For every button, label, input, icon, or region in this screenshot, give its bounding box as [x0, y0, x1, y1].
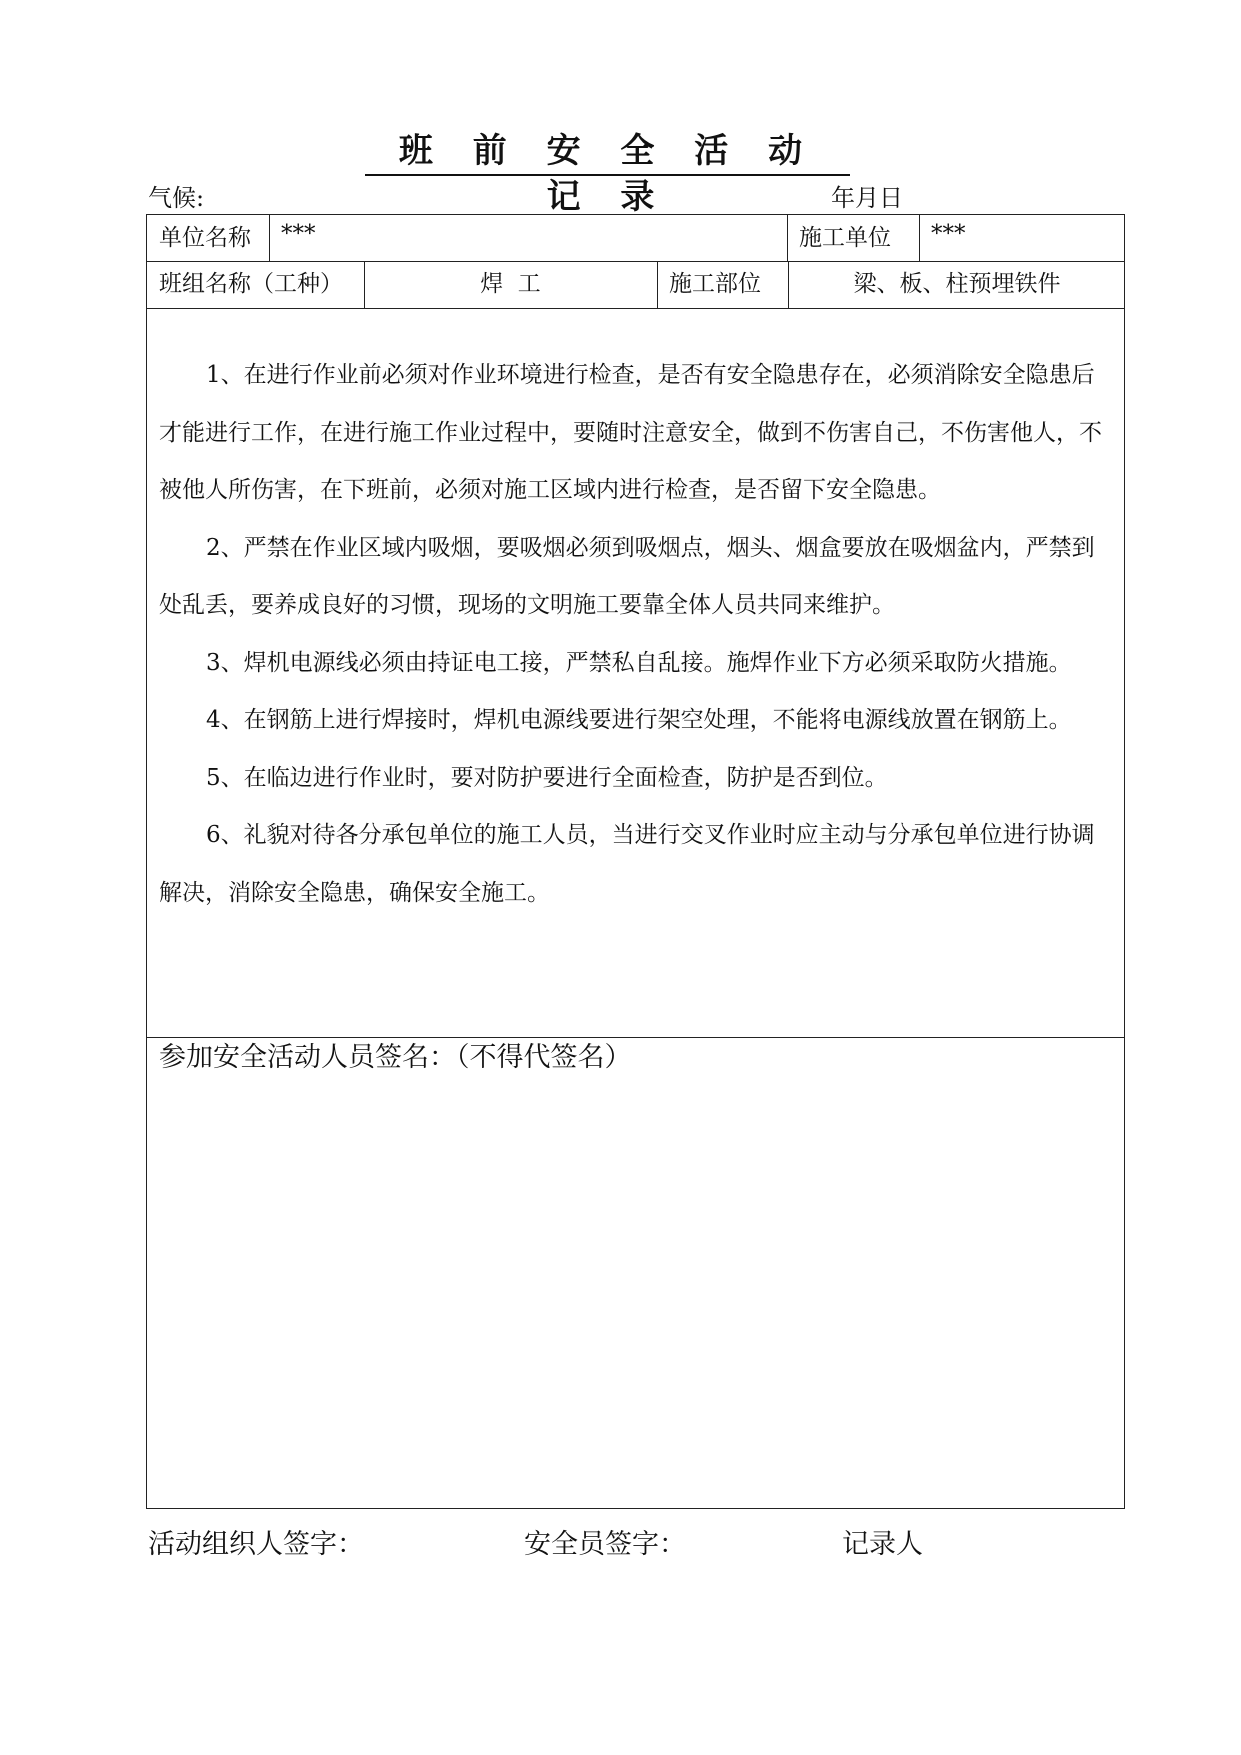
- safety-officer-signature-label: 安全员签字：: [524, 1529, 686, 1560]
- safety-instructions: [159, 347, 1117, 922]
- construction-unit-label: 施工单位: [799, 225, 891, 251]
- record-table: [146, 214, 1125, 1509]
- unit-name-value: ***: [281, 221, 316, 247]
- team-name-value: 焊 工: [480, 271, 541, 297]
- document-title: 班 前 安 全 活 动 记 录: [365, 128, 850, 176]
- recorder-label: 记录人: [842, 1529, 923, 1560]
- instruction-item: 4、在钢筋上进行焊接时，焊机电源线要进行架空处理，不能将电源线放置在钢筋上。: [206, 707, 1072, 733]
- instruction-item: 1、在进行作业前必须对作业环境进行检查，是否有安全隐患存在，必须消除安全隐患后才能进行工作，在进行施工作业过程中，要随时注意安全，做到不伤害自己，不伤害他人，不被他人所伤害，在下班前，必须对施工区域内进行检查，是否留下安全隐患。: [159, 362, 1102, 503]
- team-name-label: 班组名称（工种）: [159, 271, 343, 297]
- instruction-item: 5、在临边进行作业时，要对防护要进行全面检查，防护是否到位。: [206, 764, 888, 791]
- date-label: 年月日: [831, 184, 903, 212]
- construction-location-label: 施工部位: [669, 271, 761, 297]
- column-divider: [269, 215, 270, 261]
- organizer-signature-label: 活动组织人签字：: [148, 1529, 364, 1560]
- column-divider: [919, 215, 920, 261]
- participants-signature-area[interactable]: [147, 1081, 1124, 1509]
- instruction-item: 3、焊机电源线必须由持证电工接，严禁私自乱接。施焊作业下方必须采取防火措施。: [206, 649, 1072, 676]
- weather-label: 气候:: [148, 184, 205, 212]
- construction-location-value: 梁、板、柱预埋铁件: [853, 271, 1061, 297]
- participants-signature-label: 参加安全活动人员签名：（不得代签名）: [159, 1042, 632, 1073]
- column-divider: [787, 215, 788, 261]
- unit-name-label: 单位名称: [159, 225, 251, 251]
- construction-unit-value: ***: [931, 221, 966, 247]
- row-divider: [147, 308, 1124, 309]
- instruction-item: 6、礼貌对待各分承包单位的施工人员，当进行交叉作业时应主动与分承包单位进行协调解决，消除安全隐患，确保安全施工。: [159, 822, 1095, 906]
- column-divider: [657, 261, 658, 308]
- instruction-item: 2、严禁在作业区域内吸烟，要吸烟必须到吸烟点，烟头、烟盒要放在吸烟盆内，严禁到处乱丢，要养成良好的习惯，现场的文明施工要靠全体人员共同来维护。: [159, 534, 1095, 618]
